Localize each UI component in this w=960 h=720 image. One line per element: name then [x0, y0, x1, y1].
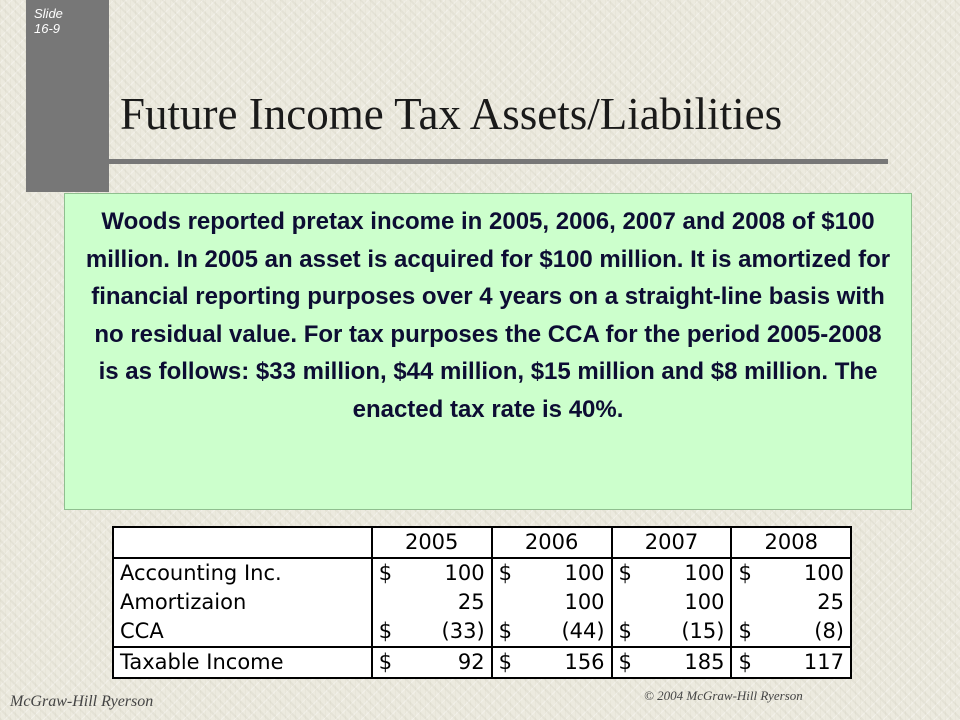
- header-cell: 2006: [492, 527, 612, 558]
- table-cell: [612, 588, 732, 617]
- row-label: CCA: [113, 617, 372, 647]
- table-cell: [492, 558, 612, 588]
- currency-symbol: $: [618, 619, 632, 643]
- cell-value: 156: [564, 650, 605, 674]
- header-cell: 2008: [731, 527, 851, 558]
- cell-value: 100: [444, 561, 485, 585]
- table-cell: [372, 647, 492, 678]
- table-cell: [492, 617, 612, 647]
- row-label: Accounting Inc.: [113, 558, 372, 588]
- table-cell: [731, 617, 851, 647]
- cell-value: 100: [684, 590, 725, 614]
- currency-symbol: $: [378, 561, 393, 585]
- footer-copyright: © 2004 McGraw-Hill Ryerson: [644, 688, 803, 703]
- table-cell: [612, 617, 732, 647]
- header-cell: 2007: [612, 527, 732, 558]
- currency-symbol: $: [378, 650, 393, 674]
- cell-value: (44): [561, 619, 605, 643]
- table-row: [113, 588, 851, 617]
- info-box: [64, 193, 912, 510]
- currency-symbol: $: [618, 650, 632, 674]
- cell-value: 25: [817, 590, 844, 614]
- table-cell: [612, 647, 732, 678]
- table-cell: [612, 558, 732, 588]
- slide-number: [34, 6, 104, 36]
- table-cell: [731, 558, 851, 588]
- cell-value: 25: [457, 590, 485, 614]
- currency-symbol: $: [378, 619, 393, 643]
- tax-table: [112, 526, 852, 679]
- row-label: Amortizaion: [113, 588, 372, 617]
- table-row: [113, 558, 851, 588]
- cell-value: 92: [457, 650, 485, 674]
- row-label: Taxable Income: [113, 647, 372, 678]
- cell-value: 100: [684, 561, 725, 585]
- table-cell: [492, 647, 612, 678]
- cell-value: 185: [684, 650, 725, 674]
- table-cell: [372, 617, 492, 647]
- table-cell: [492, 588, 612, 617]
- footer-publisher: McGraw-Hill Ryerson: [10, 693, 154, 710]
- currency-symbol: $: [618, 561, 632, 585]
- table-row: [113, 647, 851, 678]
- cell-value: (8): [814, 619, 844, 643]
- cell-value: (33): [441, 619, 485, 643]
- currency-symbol: $: [498, 650, 513, 674]
- table-cell: [731, 647, 851, 678]
- slide-title: Future Income Tax Assets/Liabilities: [120, 89, 783, 139]
- currency-symbol: $: [498, 619, 513, 643]
- cell-value: 100: [564, 590, 605, 614]
- header-cell: 2005: [372, 527, 492, 558]
- cell-value: 117: [803, 650, 844, 674]
- table-cell: [731, 588, 851, 617]
- cell-value: 100: [803, 561, 844, 585]
- info-text: Woods reported pretax income in 2005, 2006, 2007 and 2008 of $100 million. In 2005 an asset is acquired for $100 million. It is amortized for financial reporting purposes over 4 years on a straight-line basis with no residual value. For tax purposes the CCA for the period 2005-2008 is as follows: $33 million, $44 million, $15 million and $8 million. The enacted tax rate is 40%.: [85, 208, 891, 423]
- currency-symbol: $: [738, 650, 752, 674]
- table-header-row: [113, 527, 851, 558]
- slide-label: Slide 16-9: [34, 6, 63, 36]
- currency-symbol: $: [498, 561, 513, 585]
- cell-value: 100: [564, 561, 605, 585]
- header-cell: [113, 527, 372, 558]
- currency-symbol: $: [738, 561, 752, 585]
- title-rule: [26, 159, 888, 164]
- currency-symbol: $: [738, 619, 752, 643]
- table-row: [113, 617, 851, 647]
- table-cell: [372, 558, 492, 588]
- table-cell: [372, 588, 492, 617]
- cell-value: (15): [681, 619, 725, 643]
